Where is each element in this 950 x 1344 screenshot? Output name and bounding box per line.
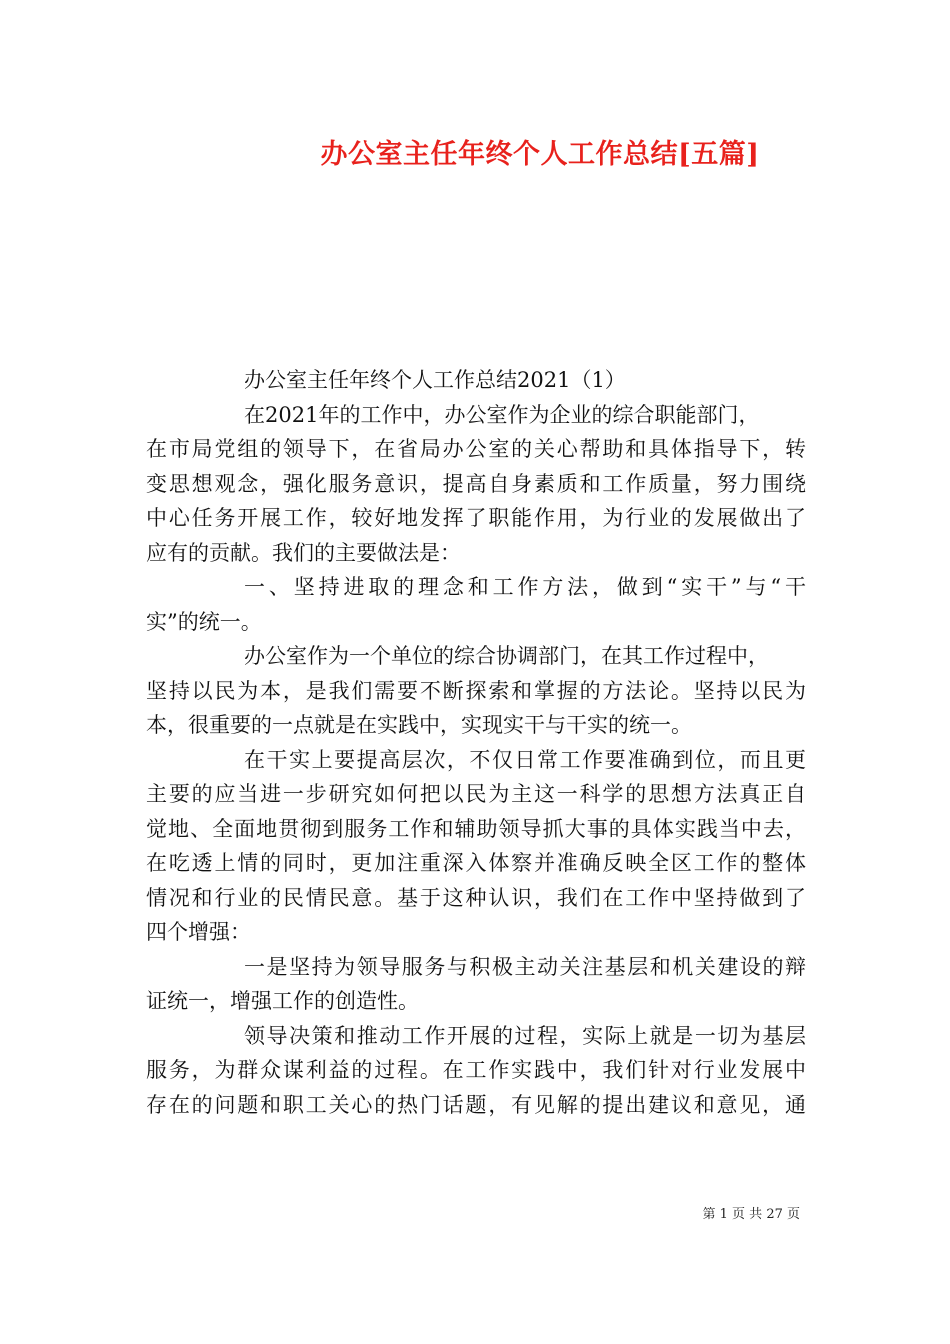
paragraph-line: 领导决策和推动工作开展的过程，实际上就是一切为基层 <box>244 1023 806 1048</box>
paragraph-line: 主要的应当进一步研究如何把以民为主这一科学的思想方法真正自 <box>146 782 806 806</box>
section-subtitle: 办公室主任年终个人工作总结2021（1） <box>244 368 626 392</box>
paragraph-line: 在干实上要提高层次，不仅日常工作要准确到位，而且更 <box>244 747 806 772</box>
paragraph-line: 变思想观念，强化服务意识，提高自身素质和工作质量，努力围绕 <box>146 471 806 496</box>
paragraph-line: 在市局党组的领导下，在省局办公室的关心帮助和具体指导下，转 <box>146 437 806 461</box>
paragraph-line: 存在的问题和职工关心的热门话题，有见解的提出建议和意见，通 <box>146 1092 806 1117</box>
paragraph-line: 服务，为群众谋利益的过程。在工作实践中，我们针对行业发展中 <box>146 1058 806 1082</box>
document-body <box>146 363 806 1122</box>
paragraph-line: 情况和行业的民情民意。基于这种认识，我们在工作中坚持做到了 <box>146 885 806 910</box>
paragraph-line: 一、坚持进取的理念和工作方法，做到“实干”与“干 <box>244 575 806 599</box>
paragraph-line: 一是坚持为领导服务与积极主动关注基层和机关建设的辩 <box>244 954 806 979</box>
paragraph-line: 本，很重要的一点就是在实践中，实现实干与干实的统一。 <box>146 713 692 737</box>
paragraph-line: 觉地、全面地贯彻到服务工作和辅助领导抓大事的具体实践当中去， <box>146 816 806 841</box>
paragraph-line: 应有的贡献。我们的主要做法是： <box>146 540 461 565</box>
paragraph-line: 实”的统一。 <box>146 609 262 634</box>
paragraph-line: 办公室作为一个单位的综合协调部门，在其工作过程中， <box>244 644 769 668</box>
paragraph-line: 证统一，增强工作的创造性。 <box>146 989 419 1013</box>
paragraph-line: 在2021年的工作中，办公室作为企业的综合职能部门， <box>244 402 760 427</box>
paragraph-line: 中心任务开展工作，较好地发挥了职能作用，为行业的发展做出了 <box>146 506 806 530</box>
paragraph-line: 在吃透上情的同时，更加注重深入体察并准确反映全区工作的整体 <box>146 851 806 875</box>
paragraph-line: 四个增强： <box>146 920 251 944</box>
page-number-footer: 第 1 页 共 27 页 <box>702 1207 800 1222</box>
paragraph-line: 坚持以民为本，是我们需要不断探索和掌握的方法论。坚持以民为 <box>146 678 806 703</box>
document-title: 办公室主任年终个人工作总结[五篇] <box>320 139 760 170</box>
